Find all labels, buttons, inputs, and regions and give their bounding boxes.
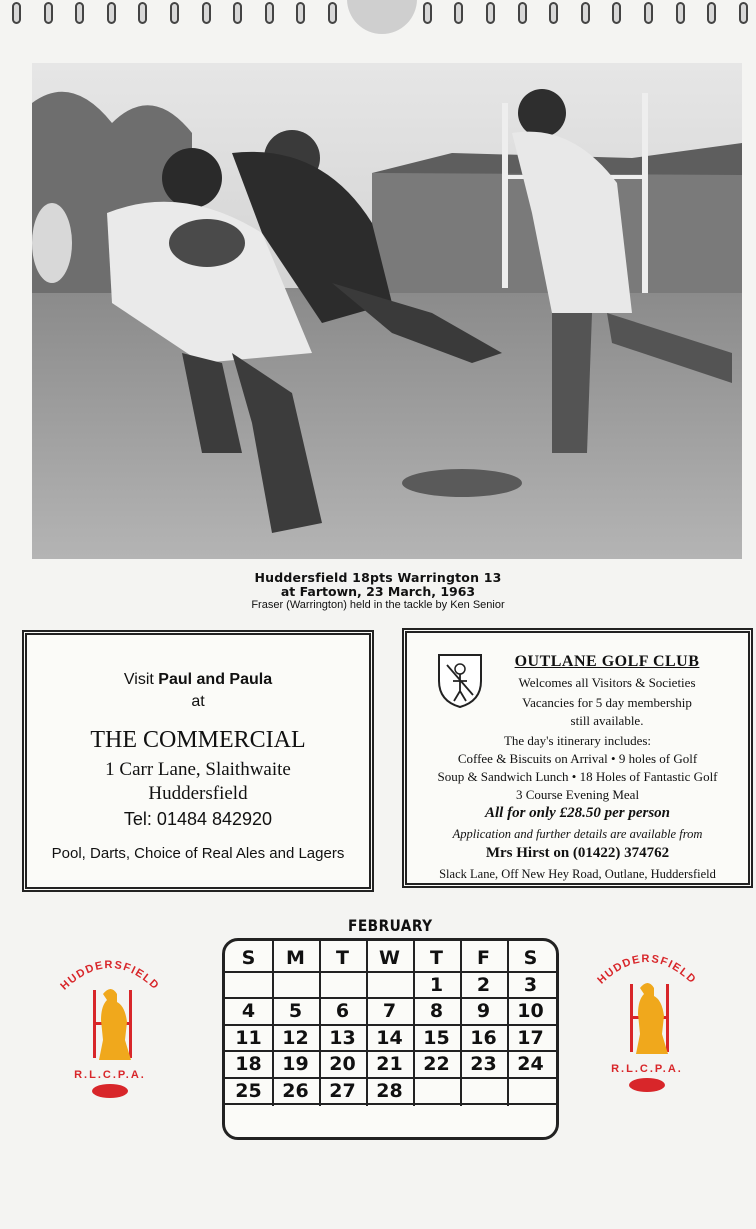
golf-club-advert	[402, 628, 753, 888]
calendar-day: 26	[282, 1079, 309, 1102]
binding-ring	[170, 2, 179, 24]
calendar-day: 10	[517, 1000, 544, 1022]
calendar-day: 14	[376, 1026, 403, 1049]
calendar-day: 22	[423, 1053, 450, 1075]
calendar-day: 7	[382, 1000, 397, 1022]
calendar-grid	[222, 938, 559, 1140]
calendar-day: 19	[282, 1053, 309, 1075]
binding-ring	[739, 2, 748, 24]
weekday-header: S	[241, 947, 256, 969]
calendar-day: 23	[470, 1053, 497, 1075]
calendar-day: 13	[329, 1026, 356, 1049]
calendar-day: 25	[235, 1079, 262, 1102]
binding-ring	[296, 2, 305, 24]
calendar-day: 27	[329, 1079, 356, 1102]
golf-line-lunch: Soup & Sandwich Lunch • 18 Holes of Fantastic Golf	[437, 769, 718, 784]
golf-line-membership: Vacancies for 5 day membership	[522, 695, 692, 710]
binding-ring	[202, 2, 211, 24]
pub-telephone: Tel: 01484 842920	[123, 809, 273, 829]
calendar-day: 15	[423, 1026, 450, 1049]
golf-line-visitors: Welcomes all Visitors & Societies	[518, 675, 696, 690]
weekday-header: T	[336, 947, 349, 969]
calendar-day: 4	[241, 1000, 256, 1022]
golf-address: Slack Lane, Off New Hey Road, Outlane, Huddersfield	[439, 867, 716, 881]
golf-line-meal: 3 Course Evening Meal	[515, 787, 640, 802]
weekday-header: F	[477, 947, 490, 969]
golf-line-coffee: Coffee & Biscuits on Arrival • 9 holes of Golf	[457, 751, 698, 766]
binding-ring	[107, 2, 116, 24]
binding-ring	[44, 2, 53, 24]
logo-arc-text: HUDDERSFIELD	[595, 952, 699, 987]
golf-club-title: OUTLANE GOLF CLUB	[514, 653, 700, 670]
binding-ring	[75, 2, 84, 24]
calendar-day: 21	[376, 1053, 403, 1075]
calendar-day: 16	[470, 1026, 497, 1049]
binding-ring	[138, 2, 147, 24]
binding-ring	[644, 2, 653, 24]
calendar-day: 3	[523, 973, 538, 996]
visit-line	[27, 671, 369, 689]
binding-ring	[423, 2, 432, 24]
binding-ring	[581, 2, 590, 24]
weekday-header: T	[430, 947, 443, 969]
photo-caption-score: Huddersfield 18pts Warrington 13	[254, 570, 502, 585]
photo-caption-venue-date: at Fartown, 23 March, 1963	[280, 584, 476, 599]
logo-bottom-text: R.L.C.P.A.	[74, 1069, 146, 1081]
visit-prefix: Visit	[123, 671, 159, 688]
calendar-day: 12	[282, 1026, 309, 1049]
match-photograph	[32, 63, 742, 559]
binding-ring	[12, 2, 21, 24]
calendar-day: 2	[476, 973, 491, 996]
golf-line-itinerary: The day's itinerary includes:	[503, 733, 652, 748]
golf-line-available: still available.	[570, 713, 644, 728]
weekday-header: M	[286, 947, 305, 969]
binding-ring	[549, 2, 558, 24]
binding-ring	[486, 2, 495, 24]
pub-name: THE COMMERCIAL	[90, 727, 306, 753]
binding-ring	[233, 2, 242, 24]
golf-price-offer: All for only £28.50 per person	[484, 805, 670, 821]
binding-ring	[518, 2, 527, 24]
calendar-day: 1	[429, 973, 444, 996]
calendar-day: 8	[429, 1000, 444, 1022]
binding-ring	[707, 2, 716, 24]
rlcpa-logo-right	[592, 944, 702, 1094]
month-title: FEBRUARY	[348, 916, 433, 935]
commercial-advert	[22, 630, 374, 892]
calendar-day: 24	[517, 1053, 544, 1075]
logo-arc-text: HUDDERSFIELD	[58, 958, 162, 993]
calendar-day: 28	[376, 1079, 403, 1102]
binding-ring	[265, 2, 274, 24]
golf-contact: Mrs Hirst on (01422) 374762	[485, 845, 670, 861]
binding-ring	[676, 2, 685, 24]
calendar-day: 20	[329, 1053, 356, 1075]
rlcpa-logo-left	[55, 950, 165, 1100]
photo-caption-description: Fraser (Warrington) held in the tackle by Ken Senior	[251, 599, 505, 611]
logo-bottom-text: R.L.C.P.A.	[611, 1063, 683, 1075]
pub-tagline: Pool, Darts, Choice of Real Ales and Lagers	[51, 845, 345, 862]
calendar-day: 11	[235, 1026, 262, 1049]
binding-ring	[454, 2, 463, 24]
calendar-day: 5	[288, 1000, 303, 1022]
calendar-day: 9	[476, 1000, 491, 1022]
pub-address-line1: 1 Carr Lane, Slaithwaite	[105, 759, 291, 780]
weekday-header: S	[523, 947, 538, 969]
binding-ring	[612, 2, 621, 24]
pub-address-line2: Huddersfield	[148, 783, 248, 804]
at-word: at	[191, 693, 205, 710]
calendar-day: 18	[235, 1053, 262, 1075]
visit-names: Paul and Paula	[158, 671, 273, 688]
binding-ring	[328, 2, 337, 24]
calendar-day: 6	[335, 1000, 350, 1022]
calendar-day: 17	[517, 1026, 544, 1049]
weekday-header: W	[379, 947, 400, 969]
golf-application-line: Application and further details are available from	[452, 827, 703, 841]
